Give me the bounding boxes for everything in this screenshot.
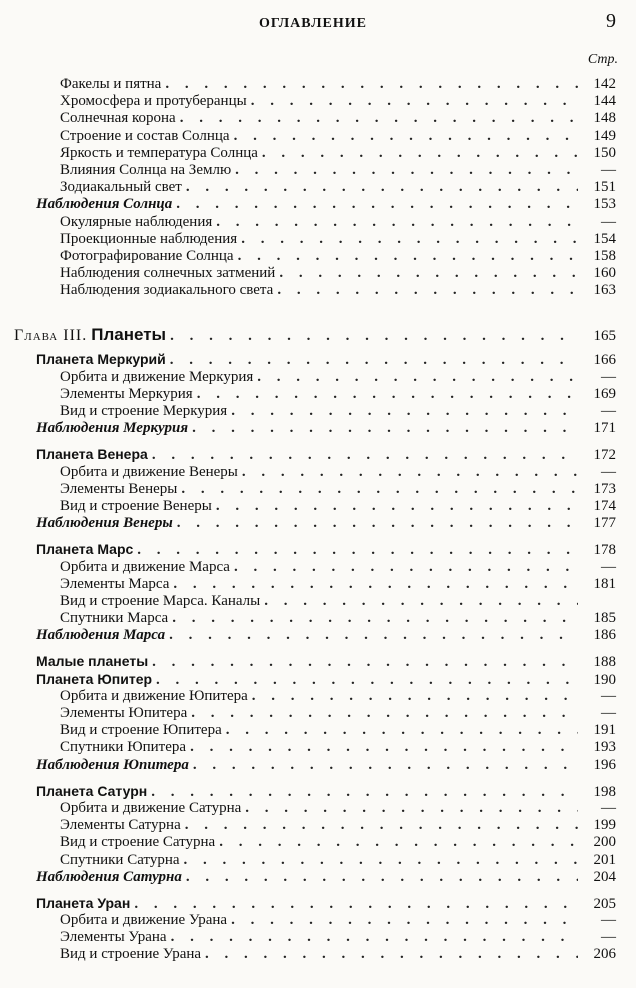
dot-leader xyxy=(177,515,578,532)
dot-leader xyxy=(151,784,578,801)
toc-entry-title: Элементы Юпитера xyxy=(60,705,188,721)
table-of-contents xyxy=(14,76,616,964)
toc-entry xyxy=(14,214,616,231)
toc-entry-title: Планета Уран xyxy=(36,894,131,911)
toc-entry-title xyxy=(14,321,166,350)
toc-entry-title: Элементы Венеры xyxy=(60,480,178,497)
toc-entry xyxy=(14,179,616,196)
toc-entry-title: Спутники Сатурна xyxy=(60,851,180,868)
toc-page-number: 186 xyxy=(593,627,616,644)
toc-entry-title: Влияния Солнца на Землю xyxy=(60,161,232,178)
toc-page-number: 165 xyxy=(593,328,616,345)
toc-page-number: 181 xyxy=(593,575,616,592)
toc-entry xyxy=(14,817,616,834)
toc-entry xyxy=(14,946,616,963)
running-header: ОГЛАВЛЕНИЕ xyxy=(259,16,367,31)
toc-entry-title: Планета Меркурий xyxy=(36,351,166,368)
dot-leader xyxy=(252,688,578,705)
toc-entry-title: Вид и строение Юпитера xyxy=(60,722,222,739)
toc-page-number: 160 xyxy=(593,265,616,282)
toc-page-number: 199 xyxy=(593,817,616,834)
toc-page-number: — xyxy=(601,368,616,385)
toc-entry-title: Окулярные наблюдения xyxy=(60,213,213,230)
toc-page-number: 153 xyxy=(593,196,616,213)
toc-entry-title: Вид и строение Урана xyxy=(60,946,202,963)
toc-chapter xyxy=(14,321,616,349)
toc-entry-title: Факелы и пятна xyxy=(60,76,162,92)
toc-section xyxy=(14,541,616,558)
toc-page-number: 188 xyxy=(593,654,616,671)
dot-leader xyxy=(190,739,578,756)
dot-leader xyxy=(181,481,578,498)
dot-leader xyxy=(192,420,578,437)
toc-page-number: — xyxy=(601,799,616,816)
toc-section xyxy=(14,783,616,800)
toc-page-number: 200 xyxy=(593,834,616,851)
toc-page-number: 185 xyxy=(593,610,616,627)
toc-entry-title: Планета Венера xyxy=(36,446,148,463)
toc-page-number: — xyxy=(601,705,616,721)
toc-page-number: 154 xyxy=(593,230,616,247)
dot-leader xyxy=(242,464,578,481)
dot-leader xyxy=(152,447,578,464)
dot-leader xyxy=(235,162,578,179)
dot-leader xyxy=(277,282,578,299)
toc-page-number: 169 xyxy=(593,385,616,402)
toc-section xyxy=(14,653,616,670)
toc-section xyxy=(14,895,616,912)
toc-entry xyxy=(14,76,616,93)
toc-page-number: 177 xyxy=(593,515,616,532)
toc-page-number: — xyxy=(601,912,616,929)
toc-entry-title: Фотографирование Солнца xyxy=(60,247,234,264)
toc-entry-title: Наблюдения зодиакального света xyxy=(60,282,274,299)
toc-observations xyxy=(14,196,616,213)
toc-entry xyxy=(14,705,616,722)
toc-page-number: 178 xyxy=(593,542,616,559)
toc-entry-title: Орбита и движение Марса xyxy=(60,558,230,575)
dot-leader xyxy=(264,593,578,610)
toc-observations xyxy=(14,757,616,774)
toc-entry-title: Орбита и движение Урана xyxy=(60,912,228,929)
dot-leader xyxy=(165,76,578,93)
toc-entry xyxy=(14,929,616,946)
toc-entry xyxy=(14,852,616,869)
section-gap xyxy=(14,644,616,653)
section-gap xyxy=(14,774,616,783)
dot-leader xyxy=(238,248,578,265)
toc-entry-title: Яркость и температура Солнца xyxy=(60,144,258,161)
dot-leader xyxy=(197,386,578,403)
toc-entry-title: Элементы Марса xyxy=(60,575,170,592)
toc-section xyxy=(14,446,616,463)
toc-entry xyxy=(14,912,616,929)
toc-entry-title: Наблюдения Сатурна xyxy=(36,868,182,885)
toc-entry xyxy=(14,403,616,420)
toc-entry-title: Спутники Юпитера xyxy=(60,739,187,756)
dot-leader xyxy=(134,896,578,913)
dot-leader xyxy=(180,110,578,127)
toc-entry-title: Орбита и движение Меркурия xyxy=(60,368,254,385)
toc-entry xyxy=(14,834,616,851)
toc-page-number: 204 xyxy=(593,868,616,885)
section-gap xyxy=(14,532,616,541)
toc-page-number: 206 xyxy=(593,946,616,963)
toc-entry xyxy=(14,248,616,265)
chapter-name: Планеты xyxy=(91,325,167,345)
toc-entry xyxy=(14,576,616,593)
toc-entry-title: Хромосфера и протуберанцы xyxy=(60,93,247,110)
toc-observations xyxy=(14,627,616,644)
dot-leader xyxy=(171,929,578,946)
toc-entry xyxy=(14,688,616,705)
toc-page-number: 148 xyxy=(593,110,616,127)
toc-page-number: 198 xyxy=(593,783,616,800)
toc-entry xyxy=(14,800,616,817)
section-gap xyxy=(14,437,616,446)
dot-leader xyxy=(186,179,578,196)
dot-leader xyxy=(226,722,578,739)
toc-entry xyxy=(14,610,616,627)
toc-entry xyxy=(14,481,616,498)
toc-entry xyxy=(14,386,616,403)
toc-entry-title: Наблюдения солнечных затмений xyxy=(60,265,276,282)
toc-page-number: — xyxy=(601,213,616,230)
toc-page-number: — xyxy=(601,687,616,704)
chapter-number: Глава III. xyxy=(14,327,88,345)
toc-entry xyxy=(14,722,616,739)
dot-leader xyxy=(176,196,578,213)
dot-leader xyxy=(156,672,578,689)
dot-leader xyxy=(137,542,578,559)
toc-entry-title: Наблюдения Солнца xyxy=(36,196,173,213)
toc-page-number: 163 xyxy=(593,282,616,299)
section-gap xyxy=(14,886,616,895)
toc-page-number: 172 xyxy=(593,447,616,464)
dot-leader xyxy=(231,912,578,929)
dot-leader xyxy=(186,869,578,886)
toc-page-number: 144 xyxy=(593,93,616,110)
toc-page-number: — xyxy=(601,403,616,419)
dot-leader xyxy=(241,231,578,248)
toc-page-number: — xyxy=(601,463,616,480)
toc-page-number: 142 xyxy=(593,76,616,92)
toc-page-number: — xyxy=(601,929,616,946)
toc-entry-title: Наблюдения Марса xyxy=(36,627,166,644)
toc-entry xyxy=(14,265,616,282)
toc-entry xyxy=(14,110,616,127)
toc-page-number: 196 xyxy=(593,756,616,773)
dot-leader xyxy=(169,627,578,644)
dot-leader xyxy=(170,352,578,369)
toc-observations xyxy=(14,515,616,532)
toc-entry-title: Планета Марс xyxy=(36,541,134,558)
toc-page-number: 166 xyxy=(593,352,616,369)
dot-leader xyxy=(172,610,578,627)
toc-section xyxy=(14,351,616,368)
toc-entry-title: Планета Юпитер xyxy=(36,670,153,687)
toc-entry xyxy=(14,739,616,756)
dot-leader xyxy=(191,705,578,722)
dot-leader xyxy=(216,498,578,515)
dot-leader xyxy=(234,559,578,576)
toc-entry-title: Планета Сатурн xyxy=(36,782,148,799)
toc-entry-title: Строение и состав Солнца xyxy=(60,127,230,144)
toc-page-number: 149 xyxy=(593,127,616,144)
toc-entry-title: Орбита и движение Сатурна xyxy=(60,799,242,816)
toc-entry xyxy=(14,593,616,610)
dot-leader xyxy=(184,852,578,869)
toc-entry-title: Вид и строение Меркурия xyxy=(60,403,228,419)
toc-entry xyxy=(14,145,616,162)
toc-page-number: 205 xyxy=(593,895,616,912)
toc-entry xyxy=(14,369,616,386)
toc-page-number: 193 xyxy=(593,739,616,756)
toc-page-number: 158 xyxy=(593,247,616,264)
toc-entry-title: Элементы Меркурия xyxy=(60,385,193,402)
dot-leader xyxy=(231,403,578,420)
toc-entry-title: Орбита и движение Венеры xyxy=(60,463,238,480)
toc-entry-title: Вид и строение Марса. Каналы xyxy=(60,592,261,609)
toc-entry-title: Проекционные наблюдения xyxy=(60,230,238,247)
dot-leader xyxy=(262,145,578,162)
toc-entry-title: Элементы Сатурна xyxy=(60,817,181,834)
dot-leader xyxy=(219,834,578,851)
toc-page-number: 174 xyxy=(593,497,616,514)
dot-leader xyxy=(170,322,578,350)
toc-entry-title: Элементы Урана xyxy=(60,929,167,946)
dot-leader xyxy=(279,265,578,282)
toc-page-number: 191 xyxy=(593,722,616,739)
toc-entry-title: Солнечная корона xyxy=(60,110,176,127)
page-number: 9 xyxy=(606,10,616,32)
dot-leader xyxy=(245,800,578,817)
dot-leader xyxy=(205,946,578,963)
toc-entry-title: Наблюдения Меркурия xyxy=(36,420,189,437)
toc-page-number: 173 xyxy=(593,480,616,497)
toc-section xyxy=(14,671,616,688)
toc-page-number: 151 xyxy=(593,179,616,196)
toc-entry-title: Зодиакальный свет xyxy=(60,179,182,196)
toc-observations xyxy=(14,869,616,886)
toc-entry xyxy=(14,464,616,481)
toc-entry-title: Орбита и движение Юпитера xyxy=(60,687,248,704)
dot-leader xyxy=(193,757,578,774)
dot-leader xyxy=(216,214,578,231)
toc-entry-title: Вид и строение Сатурна xyxy=(60,834,216,851)
dot-leader xyxy=(173,576,578,593)
toc-entry xyxy=(14,231,616,248)
toc-page-number: 201 xyxy=(593,851,616,868)
toc-page-number: 190 xyxy=(593,671,616,688)
page-column-label: Стр. xyxy=(587,52,618,67)
toc-entry xyxy=(14,282,616,299)
dot-leader xyxy=(234,128,578,145)
toc-entry xyxy=(14,498,616,515)
toc-entry xyxy=(14,128,616,145)
toc-entry-title: Малые планеты xyxy=(36,653,149,670)
toc-entry xyxy=(14,93,616,110)
dot-leader xyxy=(251,93,578,110)
dot-leader xyxy=(185,817,578,834)
toc-entry-title: Наблюдения Юпитера xyxy=(36,756,189,773)
toc-entry-title: Наблюдения Венеры xyxy=(36,515,173,532)
toc-page-number: — xyxy=(601,161,616,178)
toc-page-number: — xyxy=(601,558,616,575)
toc-observations xyxy=(14,420,616,437)
toc-entry-title: Вид и строение Венеры xyxy=(60,497,212,514)
toc-entry-title: Спутники Марса xyxy=(60,610,169,627)
toc-entry xyxy=(14,559,616,576)
dot-leader xyxy=(152,654,578,671)
toc-entry xyxy=(14,162,616,179)
toc-page-number: 171 xyxy=(593,420,616,437)
toc-page-number: 150 xyxy=(593,144,616,161)
dot-leader xyxy=(257,369,578,386)
